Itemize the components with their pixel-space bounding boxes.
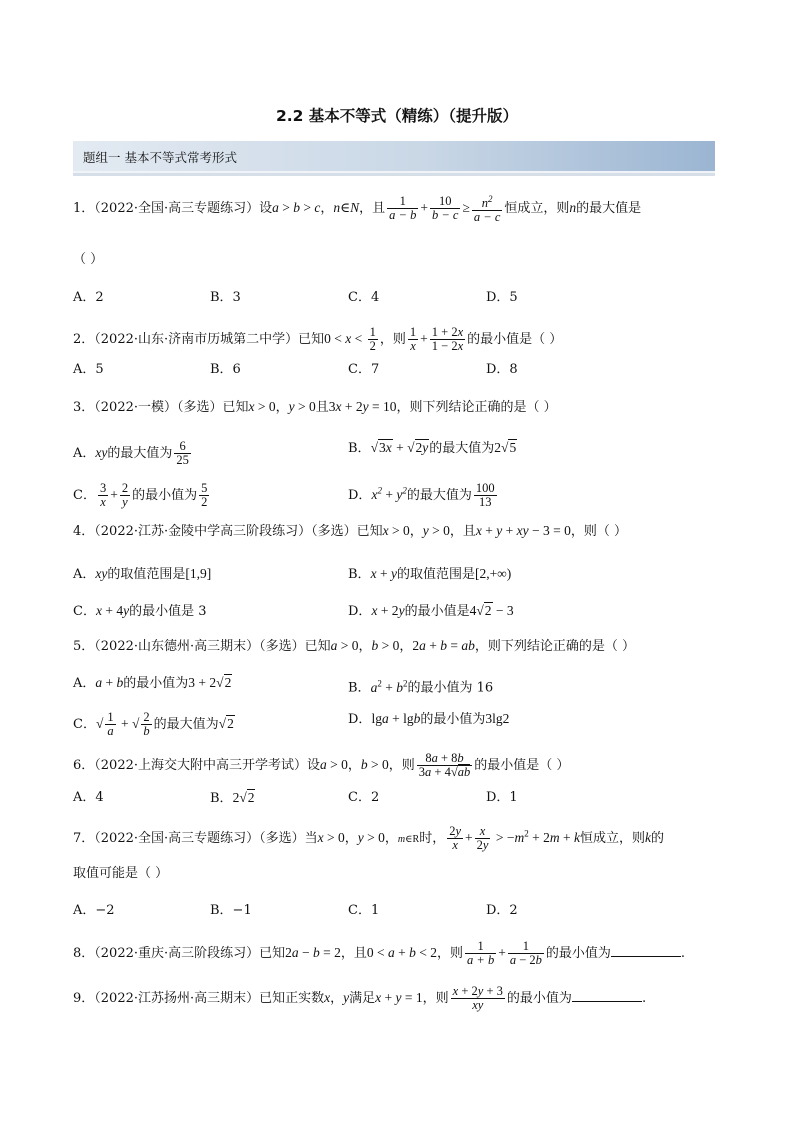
q3-option-d: D．$x^2 + y^2$的最大值为 $\frac{100}{13}$ (348, 481, 495, 509)
section-title: 题组一 基本不等式常考形式 (83, 150, 237, 165)
q7-option-b: B．−1 (210, 903, 252, 918)
q1-option-a: A．2 (73, 290, 104, 305)
fraction: $\frac{1 + 2x}{1 - 2x}$ (431, 325, 464, 353)
fraction: $\frac{10}{b - c}$ (431, 194, 459, 223)
fraction: $\frac{1}{x}$ (409, 325, 417, 353)
q4-option-d: D．x + 2y的最小值是4√2 − 3 (348, 603, 514, 619)
fraction: $\frac{x}{2y}$ (476, 824, 489, 852)
question-4: 4．（2022·江苏·金陵中学高三阶段练习）（多选）已知x > 0，y > 0，且x + y + xy − 3 = 0，则（ ） (73, 523, 628, 539)
fraction: $\frac{100}{13}$ (475, 481, 495, 509)
fraction: $\frac{5}{2}$ (201, 481, 208, 509)
fraction: $\frac{6}{25}$ (176, 439, 189, 467)
q7-option-c: C．1 (348, 903, 380, 918)
fraction: $\frac{1}{a - b}$ (389, 194, 417, 223)
question-1-paren: （ ） (73, 252, 104, 267)
q3-option-c: C． $\frac{3}{x}$ + $\frac{2}{y}$ 的最小值为 $\frac{5}{2}$ (73, 481, 208, 509)
question-3: 3．（2022·一模）（多选）已知x > 0，y > 0且3x + 2y = 10，则下列结论正确的是（ ） (73, 399, 557, 415)
question-1: 1．（2022·全国·高三专题练习）设a > b > c，n∈N，且 $\frac{1}{a - b}$ + $\frac{10}{b - c}$ ≥ $\frac{n^2}{a - c}$ 恒成立，则n的最大值是 (73, 194, 642, 225)
question-8: 8．（2022·重庆·高三阶段练习）已知2a − b = 2，且0 < a + b < 2，则 $\frac{1}{a + b}$ + $\frac{1}{a - 2b}$ 的最小值为 . (73, 939, 686, 967)
answer-blank[interactable] (572, 989, 642, 1002)
q5-option-d: D．lga + lgb的最小值为3lg2 (348, 711, 510, 727)
q6-option-b: B．2√2 (210, 790, 255, 806)
question-2: 2．（2022·山东·济南市历城第二中学）已知0 < x < $\frac{1}{2}$ ，则 $\frac{1}{x}$ + $\frac{1 + 2x}{1 - 2x}$ 的最小值是（ ） (73, 325, 563, 353)
q4-option-c: C．x + 4y的最小值是 3 (73, 603, 207, 619)
fraction: $\frac{3}{x}$ (99, 481, 107, 509)
q1-option-c: C．4 (348, 290, 380, 305)
fraction: $\frac{2}{b}$ (143, 710, 150, 738)
fraction: $\frac{x + 2y + 3}{xy}$ (452, 984, 503, 1012)
q3-option-b: B．√3x + √2y的最大值为2√5 (348, 440, 517, 456)
q2-option-b: B．6 (210, 362, 241, 377)
q7-option-a: A．−2 (73, 903, 115, 918)
fraction: $\frac{1}{a - 2b}$ (509, 939, 542, 967)
q2-option-d: D．8 (486, 362, 518, 377)
q1-option-b: B．3 (210, 290, 241, 305)
answer-blank[interactable] (611, 944, 681, 957)
fraction: $\frac{2}{y}$ (121, 481, 129, 509)
fraction: $\frac{1}{a + b}$ (467, 939, 495, 967)
fraction: $\frac{8a + 8b}{3a + 4√ab}$ (418, 751, 471, 779)
fraction: $\frac{1}{a}$ (107, 710, 114, 738)
q4-option-a: A．xy的取值范围是[1,9] (73, 566, 212, 582)
q5-option-a: A．a + b的最小值为3 + 2√2 (73, 675, 232, 691)
fraction: $\frac{1}{2}$ (369, 325, 376, 353)
q2-option-c: C．7 (348, 362, 380, 377)
q5-option-b: B．$a^2 + b^2$的最小值为 16 (348, 678, 494, 696)
fraction: $\frac{n^2}{a - c}$ (473, 194, 501, 225)
q5-option-c: C．√ $\frac{1}{a}$ + √ $\frac{2}{b}$ 的最大值为√2 (73, 710, 234, 738)
q6-option-d: D．1 (486, 790, 518, 805)
question-9: 9．（2022·江苏扬州·高三期末）已知正实数x，y满足x + y = 1，则 $\frac{x + 2y + 3}{xy}$ 的最小值为 . (73, 984, 647, 1012)
fraction: $\frac{2y}{x}$ (449, 824, 462, 852)
question-5: 5．（2022·山东德州·高三期末）（多选）已知a > 0，b > 0，2a + b = ab，则下列结论正确的是（ ） (73, 638, 636, 654)
q1-option-d: D．5 (486, 290, 518, 305)
question-7: 7．（2022·全国·高三专题练习）（多选）当x > 0，y > 0，m∈R时， $\frac{2y}{x}$ + $\frac{x}{2y}$ > $-m^2 + 2m + k$恒成立，则k的 (73, 824, 664, 852)
q6-option-c: C．2 (348, 790, 380, 805)
question-6: 6．（2022·上海交大附中高三开学考试）设a > 0，b > 0，则 $\frac{8a + 8b}{3a + 4√ab}$ 的最小值是（ ） (73, 751, 570, 779)
question-7-line2: 取值可能是（ ） (73, 866, 169, 881)
q7-option-d: D．2 (486, 903, 518, 918)
section-banner (73, 141, 715, 173)
math: a (272, 200, 279, 216)
q4-option-b: B．x + y的取值范围是[2,+∞) (348, 566, 512, 582)
page-title: 2.2 基本不等式（精练）（提升版） (275, 107, 519, 125)
q3-option-a: A．xy的最大值为 $\frac{6}{25}$ (73, 439, 189, 467)
q6-option-a: A．4 (73, 790, 104, 805)
q2-option-a: A．5 (73, 362, 104, 377)
